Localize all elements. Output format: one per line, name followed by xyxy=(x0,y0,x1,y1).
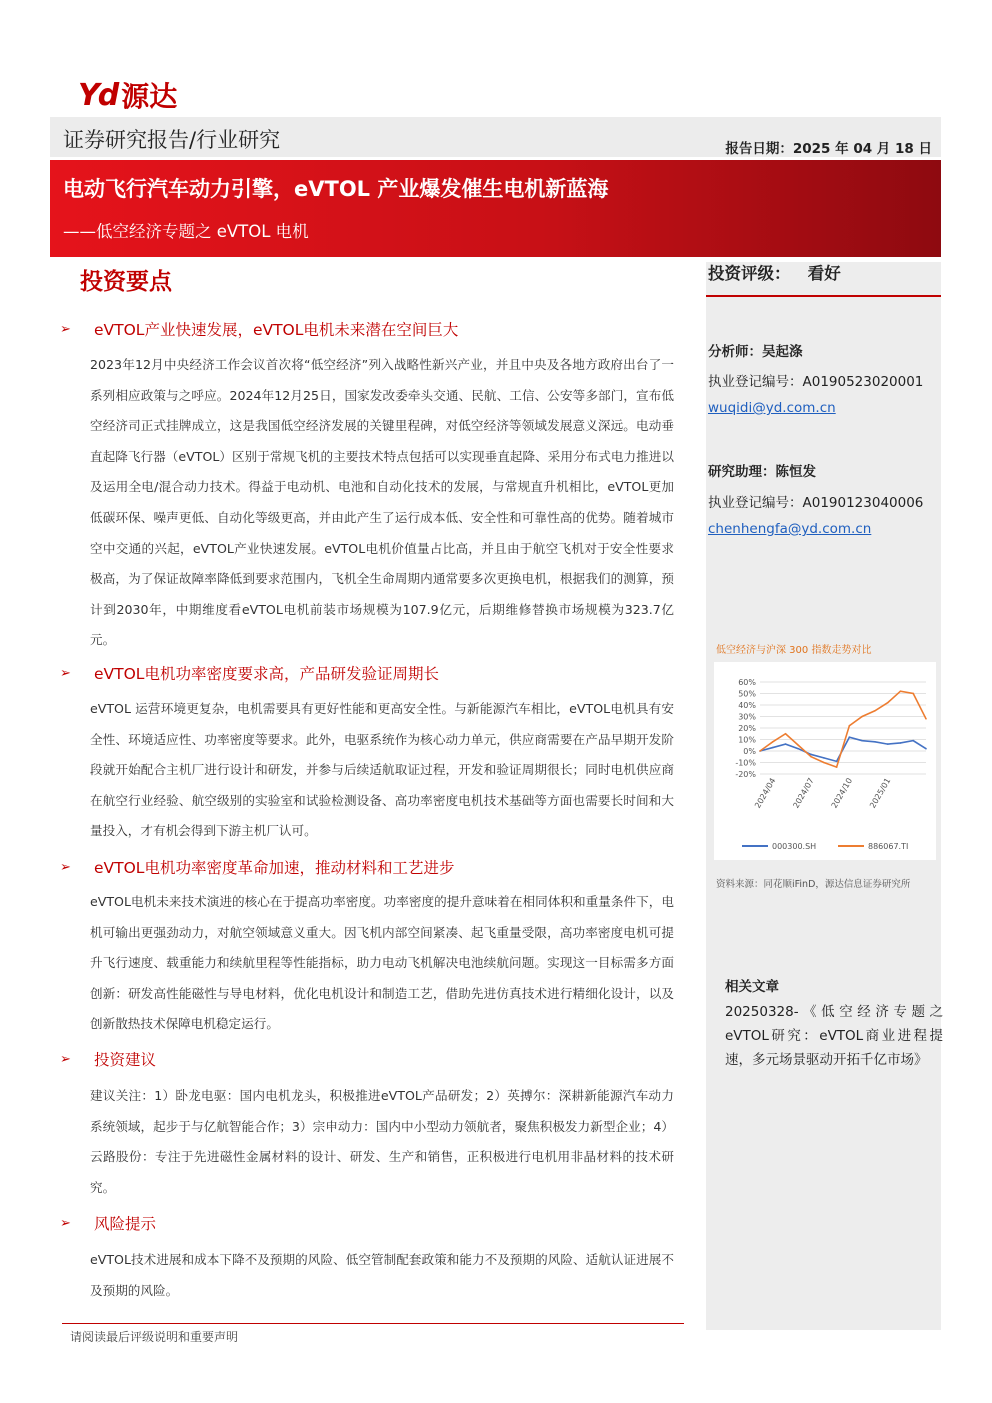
investment-rating: 投资评级： 看好 xyxy=(708,264,841,283)
chart-data-point xyxy=(900,690,902,692)
index-comparison-chart xyxy=(714,662,936,860)
chart-data-point xyxy=(887,743,889,745)
footer-divider xyxy=(62,1323,684,1324)
chart-series-line-0 xyxy=(760,737,926,761)
chart-data-point xyxy=(887,702,889,704)
chart-y-tick-label: 10% xyxy=(738,735,756,745)
report-subtitle: ——低空经济专题之 eVTOL 电机 xyxy=(63,222,309,241)
chart-data-point xyxy=(861,740,863,742)
arrow-bullet-icon: ➢ xyxy=(60,1052,71,1067)
point-title-4: 投资建议 xyxy=(94,1051,157,1069)
chart-data-point xyxy=(810,754,812,756)
rating-divider xyxy=(706,295,941,297)
chart-x-tick-label: 2025/01 xyxy=(868,776,893,810)
chart-data-point xyxy=(861,716,863,718)
chart-title: 低空经济与沪深 300 指数走势对比 xyxy=(716,645,872,656)
chart-data-point xyxy=(785,733,787,735)
point-title-2: eVTOL电机功率密度要求高，产品研发验证周期长 xyxy=(94,665,439,683)
point-body-2: eVTOL 运营环境更复杂，电机需要具有更好性能和更高安全性。与新能源汽车相比，eVTOL电机具有安全性、环境适应性、功率密度等要求。此外，电驱系统作为核心动力单元，供应商需要在产品早期开发阶段就开始配合主机厂进行设计和研发，并参与后续适航取证过程，开发和验证周期很长；同时电机供应商在航空行业经验、航空级别的实验室和试验检测设备、高功率密度电机技术基础等方面也需要长时间和大量投入，才有机会得到下游主机厂认可。 xyxy=(90,701,674,839)
arrow-bullet-icon: ➢ xyxy=(60,860,71,875)
chart-svg xyxy=(714,662,936,860)
analyst-registration: 执业登记编号：A0190523020001 xyxy=(708,374,924,390)
chart-data-point xyxy=(900,742,902,744)
logo-chinese: 源达 xyxy=(121,80,178,113)
chart-x-tick-label: 2024/04 xyxy=(753,776,778,810)
chart-data-point xyxy=(798,744,800,746)
chart-data-point xyxy=(836,761,838,763)
company-logo xyxy=(78,78,177,112)
section-heading: 投资要点 xyxy=(80,269,172,295)
point-title-1: eVTOL产业快速发展，eVTOL电机未来潜在空间巨大 xyxy=(94,321,459,339)
chart-data-point xyxy=(912,740,914,742)
point-body-4: 建议关注：1）卧龙电驱：国内电机龙头，积极推进eVTOL产品研发；2）英搏尔：深耕新能源汽车动力系统领域，起步于与亿航智能合作；3）宗申动力：国内中小型动力领航者，聚焦积极发力新型企业；4）云路股份：专注于先进磁性金属材料的设计、研发、生产和销售，正积极进行电机用非晶材料的技术研究。 xyxy=(90,1088,674,1195)
analyst-email-link[interactable]: wuqidi@yd.com.cn xyxy=(708,400,836,416)
chart-data-point xyxy=(849,736,851,738)
chart-y-tick-label: 30% xyxy=(738,712,756,722)
chart-legend-label: 000300.SH xyxy=(772,842,817,851)
chart-data-point xyxy=(849,725,851,727)
chart-data-point xyxy=(925,748,927,750)
chart-data-point xyxy=(772,741,774,743)
analyst-name: 分析师：吴起涤 xyxy=(708,344,803,360)
point-body-1: 2023年12月中央经济工作会议首次将“低空经济”列入战略性新兴产业，并且中央及各地方政府出台了一系列相应政策与之呼应。2024年12月25日，国家发改委牵头交通、民航、工信、公安等多部门，宣布低空经济司正式挂牌成立，这是我国低空经济发展的关键里程碑，对低空经济等领域发展意义深远。电动垂直起降飞行器（eVTOL）区别于常规飞机的主要技术特点包括可以实现垂直起降、采用分布式电力推进以及运用全电/混合动力技术。得益于电动机、电池和自动化技术的发展，与常规直升机相比，eVTOL更加低碳环保、噪声更低、自动化等级更高，并由此产生了运行成本低、安全性和可靠性高的优势。随着城市空中交通的兴起，eVTOL产业快速发展。eVTOL电机价值量占比高，并且由于航空飞机对于安全性要求极高，为了保证故障率降低到要求范围内，飞机全生命周期内通常要多次更换电机，根据我们的测算，预计到2030年，中期维度看eVTOL电机前装市场规模为107.9亿元，后期维修替换市场规模为323.7亿元。 xyxy=(90,357,674,648)
related-article-link[interactable]: 20250328-《低空经济专题之eVTOL研究：eVTOL商业进程提速，多元场景驱动开拓千亿市场》 xyxy=(725,1004,943,1068)
chart-y-tick-label: -10% xyxy=(735,758,756,768)
chart-y-tick-label: -20% xyxy=(735,770,756,779)
point-title-5: 风险提示 xyxy=(94,1215,157,1233)
point-body-5: eVTOL技术进展和成本下降不及预期的风险、低空管制配套政策和能力不及预期的风险、适航认证进展不及预期的风险。 xyxy=(90,1252,674,1298)
chart-y-tick-label: 60% xyxy=(738,678,756,687)
chart-data-point xyxy=(912,693,914,695)
arrow-bullet-icon: ➢ xyxy=(60,322,71,337)
chart-data-point xyxy=(874,710,876,712)
chart-y-tick-label: 40% xyxy=(738,701,756,710)
chart-data-point xyxy=(772,747,774,749)
chart-legend-label: 886067.TI xyxy=(868,842,909,851)
chart-series-line-1 xyxy=(760,691,926,767)
report-title: 电动飞行汽车动力引擎，eVTOL 产业爆发催生电机新蓝海 xyxy=(63,177,609,201)
chart-x-tick-label: 2024/07 xyxy=(791,776,816,810)
footer-disclaimer: 请阅读最后评级说明和重要声明 xyxy=(70,1330,239,1344)
report-type: 证券研究报告/行业研究 xyxy=(63,128,281,152)
chart-data-point xyxy=(759,750,761,752)
arrow-bullet-icon: ➢ xyxy=(60,666,71,681)
chart-y-tick-label: 0% xyxy=(743,747,756,756)
chart-data-point xyxy=(925,718,927,720)
assistant-registration: 执业登记编号：A0190123040006 xyxy=(708,495,924,511)
assistant-name: 研究助理：陈恒发 xyxy=(708,464,816,480)
logo-latin: Yd xyxy=(78,77,118,113)
assistant-email-link[interactable]: chenhengfa@yd.com.cn xyxy=(708,521,872,537)
chart-data-point xyxy=(836,766,838,768)
chart-data-point xyxy=(785,743,787,745)
chart-x-tick-label: 2024/10 xyxy=(829,776,855,810)
chart-data-point xyxy=(823,762,825,764)
arrow-bullet-icon: ➢ xyxy=(60,1216,71,1231)
point-body-3: eVTOL电机未来技术演进的核心在于提高功率密度。功率密度的提升意味着在相同体积和重量条件下，电机可输出更强劲动力，对航空领域意义重大。因飞机内部空间紧凑、起飞重量受限，高功率密度电机可提升飞行速度、载重能力和续航里程等性能指标，助力电动飞机解决电池续航问题。实现这一目标需多方面创新：研发高性能磁性与导电材料，优化电机设计和制造工艺，借助先进仿真技术进行精细化设计，以及创新散热技术保障电机稳定运行。 xyxy=(90,894,674,1032)
report-date: 报告日期：2025 年 04 月 18 日 xyxy=(725,141,932,157)
chart-y-tick-label: 50% xyxy=(738,689,756,699)
related-articles-heading: 相关文章 xyxy=(725,979,779,995)
chart-data-point xyxy=(810,756,812,758)
chart-y-tick-label: 20% xyxy=(738,724,756,733)
chart-source: 资料来源：同花顺iFinD，源达信息证券研究所 xyxy=(716,879,911,890)
chart-data-point xyxy=(798,748,800,750)
point-title-3: eVTOL电机功率密度革命加速，推动材料和工艺进步 xyxy=(94,859,455,877)
chart-data-point xyxy=(874,741,876,743)
chart-data-point xyxy=(823,757,825,759)
